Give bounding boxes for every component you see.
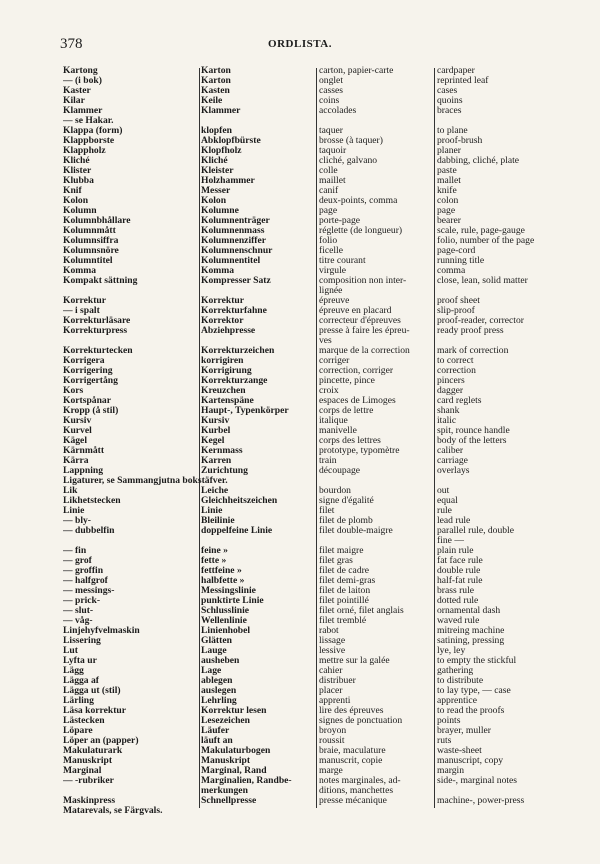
french-term: lessive bbox=[319, 646, 346, 656]
german-term: Karren bbox=[201, 456, 232, 466]
english-term: comma bbox=[437, 266, 466, 276]
german-term: Klopfholz bbox=[201, 146, 242, 156]
swedish-term: — bly- bbox=[63, 516, 91, 526]
english-term: knife bbox=[437, 186, 457, 196]
cross-reference: Matarevals, se Färgvals. bbox=[63, 805, 163, 816]
swedish-term: Korrigertång bbox=[63, 376, 118, 386]
german-term: Lage bbox=[201, 666, 222, 676]
german-term: Korrektor bbox=[201, 316, 244, 326]
french-term: cahier bbox=[319, 666, 343, 676]
swedish-term: Klister bbox=[63, 166, 92, 176]
french-term: porte-page bbox=[319, 216, 361, 226]
swedish-term: Korrekturpress bbox=[63, 326, 128, 336]
column-divider bbox=[434, 68, 435, 808]
english-term: to distribute bbox=[437, 676, 484, 686]
swedish-term: Klappborste bbox=[63, 136, 115, 146]
english-term: correction bbox=[437, 366, 476, 376]
english-term: plain rule bbox=[437, 546, 474, 556]
swedish-term: — fin bbox=[63, 546, 87, 556]
french-term: composition non inter- bbox=[319, 276, 407, 286]
english-term: to empty the stickful bbox=[437, 656, 517, 666]
french-term: corps de lettre bbox=[319, 406, 374, 416]
english-term: half-fat rule bbox=[437, 576, 483, 586]
french-term: marge bbox=[319, 766, 343, 776]
english-term: cardpaper bbox=[437, 66, 475, 76]
french-term: manuscrit, copie bbox=[319, 756, 383, 766]
french-term: folio bbox=[319, 236, 338, 246]
swedish-term: Löpare bbox=[63, 726, 93, 736]
german-term: Korrekturfahne bbox=[201, 306, 267, 316]
swedish-term: Korrekturläsare bbox=[63, 316, 131, 326]
english-term: running title bbox=[437, 256, 485, 266]
german-term: Korrektur lesen bbox=[201, 706, 267, 716]
french-term: filet de plomb bbox=[319, 516, 373, 526]
german-term: Komma bbox=[201, 266, 235, 276]
english-term: parallel rule, double bbox=[437, 526, 514, 536]
swedish-term: Korrektur bbox=[63, 296, 106, 306]
french-term: correction, corriger bbox=[319, 366, 394, 376]
english-term: points bbox=[437, 716, 461, 726]
german-term: Korrigirung bbox=[201, 366, 252, 376]
french-term: braie, maculature bbox=[319, 746, 386, 756]
swedish-term: Klappholz bbox=[63, 146, 106, 156]
swedish-term: Linjehyfvelmaskin bbox=[63, 626, 140, 636]
german-term: Linie bbox=[201, 506, 223, 516]
german-term: Kernmass bbox=[201, 446, 243, 456]
french-term: carton, papier-carte bbox=[319, 66, 394, 76]
english-term: card reglets bbox=[437, 396, 482, 406]
english-term: fat face rule bbox=[437, 556, 483, 566]
swedish-term: Kolumn bbox=[63, 206, 97, 216]
german-term: Lesezeichen bbox=[201, 716, 251, 726]
english-term: ruts bbox=[437, 736, 452, 746]
english-term: to plane bbox=[437, 126, 468, 136]
french-term: titre courant bbox=[319, 256, 366, 266]
french-term: placer bbox=[319, 686, 343, 696]
french-term: mettre sur la galée bbox=[319, 656, 390, 666]
french-term: espaces de Limoges bbox=[319, 396, 396, 406]
german-term: korrigiren bbox=[201, 356, 244, 366]
german-term: Korrekturzange bbox=[201, 376, 268, 386]
english-term: spit, rounce handle bbox=[437, 426, 510, 436]
english-term: brayer, muller bbox=[437, 726, 491, 736]
german-term: Kliché bbox=[201, 156, 228, 166]
french-term: signe d'égalité bbox=[319, 496, 374, 506]
german-term: feine » bbox=[201, 546, 228, 556]
english-term: proof sheet bbox=[437, 296, 480, 306]
swedish-term: Lissering bbox=[63, 636, 101, 646]
german-term: Holzhammer bbox=[201, 176, 255, 186]
german-term: Glätten bbox=[201, 636, 232, 646]
swedish-term: Lappning bbox=[63, 466, 104, 476]
english-term: equal bbox=[437, 496, 458, 506]
german-term: halbfette » bbox=[201, 576, 245, 586]
swedish-term: Kaster bbox=[63, 86, 91, 96]
french-term: ficelle bbox=[319, 246, 343, 256]
german-term: Kartenspäne bbox=[201, 396, 254, 406]
french-term: lire des épreuves bbox=[319, 706, 384, 716]
english-term: shank bbox=[437, 406, 460, 416]
english-term: rule bbox=[437, 506, 452, 516]
german-term: Korrekturzeichen bbox=[201, 346, 275, 356]
swedish-term: — våg- bbox=[63, 616, 93, 626]
swedish-term: Kolon bbox=[63, 196, 89, 206]
english-term: margin bbox=[437, 766, 465, 776]
english-term: dotted rule bbox=[437, 596, 479, 606]
english-term: fine — bbox=[437, 536, 464, 546]
german-term: Kompresser Satz bbox=[201, 276, 271, 286]
english-term: cases bbox=[437, 86, 458, 96]
swedish-term: Klammer bbox=[63, 106, 103, 116]
swedish-term: — prick- bbox=[63, 596, 101, 606]
german-term: Kegel bbox=[201, 436, 225, 446]
french-term: canif bbox=[319, 186, 339, 196]
swedish-term: — se Hakar. bbox=[63, 116, 114, 126]
swedish-term: Korrigering bbox=[63, 366, 113, 376]
french-term: accolades bbox=[319, 106, 357, 116]
french-term: filet gras bbox=[319, 556, 353, 566]
swedish-term: Kartong bbox=[63, 66, 98, 76]
swedish-term: — halfgrof bbox=[63, 576, 108, 586]
french-term: train bbox=[319, 456, 337, 466]
german-term: Bleilinie bbox=[201, 516, 235, 526]
english-term: out bbox=[437, 486, 450, 496]
swedish-term: Läsa korrektur bbox=[63, 706, 126, 716]
german-term: Kolumnenziffer bbox=[201, 236, 267, 246]
french-term: filet tremblé bbox=[319, 616, 367, 626]
french-term: corps des lettres bbox=[319, 436, 381, 446]
german-term: Leiche bbox=[201, 486, 229, 496]
swedish-term: Komma bbox=[63, 266, 97, 276]
swedish-term: Kärra bbox=[63, 456, 89, 466]
french-term: deux-points, comma bbox=[319, 196, 398, 206]
french-term: pincette, pince bbox=[319, 376, 375, 386]
german-term: fette » bbox=[201, 556, 227, 566]
english-term: body of the letters bbox=[437, 436, 507, 446]
french-term: page bbox=[319, 206, 338, 216]
swedish-term: Kägel bbox=[63, 436, 87, 446]
swedish-term: Kolumnsiffra bbox=[63, 236, 119, 246]
french-term: filet demi-gras bbox=[319, 576, 376, 586]
german-term: Keile bbox=[201, 96, 223, 106]
french-term: filet maigre bbox=[319, 546, 364, 556]
swedish-term: Lyfta ur bbox=[63, 656, 97, 666]
english-term: waste-sheet bbox=[437, 746, 482, 756]
french-term: taquer bbox=[319, 126, 343, 136]
swedish-term: Lärling bbox=[63, 696, 94, 706]
french-term: casses bbox=[319, 86, 343, 96]
page-header bbox=[60, 36, 540, 56]
swedish-term: Klubba bbox=[63, 176, 94, 186]
swedish-term: — slut- bbox=[63, 606, 94, 616]
swedish-term: — dubbelfin bbox=[63, 526, 115, 536]
german-term: Kolumnenmass bbox=[201, 226, 265, 236]
french-term: roussit bbox=[319, 736, 345, 746]
french-term: apprenti bbox=[319, 696, 351, 706]
german-term: Messer bbox=[201, 186, 231, 196]
german-term: Kasten bbox=[201, 86, 230, 96]
english-term: satining, pressing bbox=[437, 636, 505, 646]
french-term: épreuve bbox=[319, 296, 350, 306]
english-term: slip-proof bbox=[437, 306, 475, 316]
swedish-term: Kropp (å stil) bbox=[63, 406, 119, 416]
german-term: ablegen bbox=[201, 676, 233, 686]
swedish-term: Kursiv bbox=[63, 416, 92, 426]
english-term: colon bbox=[437, 196, 459, 206]
english-term: machine-, power-press bbox=[437, 796, 525, 806]
english-term: mitreing machine bbox=[437, 626, 505, 636]
german-term: Korrektur bbox=[201, 296, 244, 306]
french-term: taquoir bbox=[319, 146, 347, 156]
french-term: prototype, typomètre bbox=[319, 446, 400, 456]
french-term: maillet bbox=[319, 176, 346, 186]
english-term: brass rule bbox=[437, 586, 475, 596]
german-term: Kreuzchen bbox=[201, 386, 246, 396]
german-term: Zurichtung bbox=[201, 466, 248, 476]
english-term: lead rule bbox=[437, 516, 471, 526]
french-term: notes marginales, ad- bbox=[319, 776, 401, 786]
german-term: merkungen bbox=[201, 786, 248, 796]
german-term: Kolumne bbox=[201, 206, 239, 216]
german-term: Kolon bbox=[201, 196, 227, 206]
german-term: Kolumnenträger bbox=[201, 216, 270, 226]
english-term: carriage bbox=[437, 456, 468, 466]
german-term: Makulaturbogen bbox=[201, 746, 271, 756]
swedish-term: Kortspånar bbox=[63, 396, 111, 406]
french-term: italique bbox=[319, 416, 348, 426]
french-term: filet double-maigre bbox=[319, 526, 393, 536]
english-term: italic bbox=[437, 416, 457, 426]
german-term: Marginal, Rand bbox=[201, 766, 267, 776]
french-term: épreuve en placard bbox=[319, 306, 392, 316]
english-term: overlays bbox=[437, 466, 470, 476]
swedish-term: Marginal bbox=[63, 766, 102, 776]
english-term: manuscript, copy bbox=[437, 756, 504, 766]
swedish-term: Lik bbox=[63, 486, 78, 496]
french-term: onglet bbox=[319, 76, 343, 86]
french-term: colle bbox=[319, 166, 338, 176]
german-term: Abziehpresse bbox=[201, 326, 256, 336]
french-term: découpage bbox=[319, 466, 361, 476]
french-term: broyon bbox=[319, 726, 347, 736]
english-term: reprinted leaf bbox=[437, 76, 489, 86]
swedish-term: Linie bbox=[63, 506, 85, 516]
german-term: Karton bbox=[201, 66, 231, 76]
swedish-term: Kolumntitel bbox=[63, 256, 113, 266]
german-term: Linienhobel bbox=[201, 626, 251, 636]
german-term: doppelfeine Linie bbox=[201, 526, 273, 536]
french-term: lissage bbox=[319, 636, 346, 646]
swedish-term: — grof bbox=[63, 556, 92, 566]
swedish-term: Kolumnsnöre bbox=[63, 246, 119, 256]
swedish-term: — messings- bbox=[63, 586, 115, 596]
english-term: braces bbox=[437, 106, 462, 116]
english-term: to correct bbox=[437, 356, 474, 366]
swedish-term: Korrigera bbox=[63, 356, 105, 366]
german-term: Läufer bbox=[201, 726, 230, 736]
german-term: Schlusslinie bbox=[201, 606, 249, 616]
english-term: quoins bbox=[437, 96, 463, 106]
german-term: Kurbel bbox=[201, 426, 231, 436]
french-term: lignée bbox=[319, 286, 343, 296]
french-term: brosse (à taquer) bbox=[319, 136, 383, 146]
glossary-table bbox=[61, 66, 576, 846]
french-term: croix bbox=[319, 386, 339, 396]
french-term: distribuer bbox=[319, 676, 356, 686]
swedish-term: Makulaturark bbox=[63, 746, 123, 756]
english-term: side-, marginal notes bbox=[437, 776, 518, 786]
swedish-term: Korrekturtecken bbox=[63, 346, 133, 356]
german-term: Lauge bbox=[201, 646, 227, 656]
french-term: correcteur d'épreuves bbox=[319, 316, 401, 326]
english-term: page-cord bbox=[437, 246, 476, 256]
english-term: double rule bbox=[437, 566, 481, 576]
swedish-term: Löper an (papper) bbox=[63, 736, 139, 746]
english-term: lye, ley bbox=[437, 646, 466, 656]
french-term: filet bbox=[319, 506, 335, 516]
german-term: ausheben bbox=[201, 656, 240, 666]
french-term: filet de cadre bbox=[319, 566, 370, 576]
english-term: planer bbox=[437, 146, 461, 156]
german-term: Marginalien, Randbe- bbox=[201, 776, 292, 786]
swedish-term: — i spalt bbox=[63, 306, 100, 316]
swedish-term: Kurvel bbox=[63, 426, 92, 436]
english-term: ready proof press bbox=[437, 326, 504, 336]
swedish-term: Lägga ut (stil) bbox=[63, 686, 121, 696]
english-term: ornamental dash bbox=[437, 606, 501, 616]
swedish-term: Knif bbox=[63, 186, 82, 196]
column-divider bbox=[199, 68, 200, 808]
french-term: filet orné, filet anglais bbox=[319, 606, 404, 616]
german-term: Kolumnentitel bbox=[201, 256, 261, 266]
english-term: proof-brush bbox=[437, 136, 483, 146]
english-term: folio, number of the page bbox=[437, 236, 535, 246]
german-term: punktirte Linie bbox=[201, 596, 264, 606]
german-term: läuft an bbox=[201, 736, 233, 746]
french-term: corriger bbox=[319, 356, 350, 366]
english-term: caliber bbox=[437, 446, 464, 456]
english-term: mark of correction bbox=[437, 346, 509, 356]
english-term: pincers bbox=[437, 376, 465, 386]
german-term: Gleichheitszeichen bbox=[201, 496, 278, 506]
swedish-term: Klappa (form) bbox=[63, 126, 123, 136]
french-term: réglette (de longueur) bbox=[319, 226, 403, 236]
swedish-term: — groffin bbox=[63, 566, 104, 576]
english-term: dagger bbox=[437, 386, 464, 396]
swedish-term: Kors bbox=[63, 386, 84, 396]
swedish-term: Kolumnmått bbox=[63, 226, 116, 236]
english-term: proof-reader, corrector bbox=[437, 316, 524, 326]
english-term: to lay type, — case bbox=[437, 686, 511, 696]
german-term: Karton bbox=[201, 76, 231, 86]
swedish-term: — (i bok) bbox=[63, 76, 102, 86]
german-term: fettfeine » bbox=[201, 566, 242, 576]
french-term: virgule bbox=[319, 266, 347, 276]
swedish-term: — -rubriker bbox=[63, 776, 114, 786]
english-term: to read the proofs bbox=[437, 706, 505, 716]
french-term: filet pointillé bbox=[319, 596, 369, 606]
german-term: Messingslinie bbox=[201, 586, 256, 596]
german-term: Wellenlinie bbox=[201, 616, 247, 626]
swedish-term: Kilar bbox=[63, 96, 85, 106]
french-term: manivelle bbox=[319, 426, 357, 436]
english-term: bearer bbox=[437, 216, 461, 226]
german-term: Lehrling bbox=[201, 696, 237, 706]
german-term: Manuskript bbox=[201, 756, 251, 766]
page-title: ORDLISTA. bbox=[268, 38, 332, 50]
english-term: page bbox=[437, 206, 456, 216]
german-term: Kursiv bbox=[201, 416, 230, 426]
french-term: ves bbox=[319, 336, 332, 346]
page-number: 378 bbox=[60, 36, 83, 52]
swedish-term: Lägga af bbox=[63, 676, 99, 686]
french-term: bourdon bbox=[319, 486, 351, 496]
german-term: Schnellpresse bbox=[201, 796, 257, 806]
english-term: close, lean, solid matter bbox=[437, 276, 528, 286]
german-term: Kleister bbox=[201, 166, 234, 176]
english-term: paste bbox=[437, 166, 457, 176]
german-term: Klammer bbox=[201, 106, 241, 116]
swedish-term: Lut bbox=[63, 646, 78, 656]
german-term: Haupt-, Typenkörper bbox=[201, 406, 289, 416]
english-term: apprentice bbox=[437, 696, 477, 706]
english-term: dabbing, cliché, plate bbox=[437, 156, 520, 166]
german-term: auslegen bbox=[201, 686, 237, 696]
french-term: rabot bbox=[319, 626, 339, 636]
english-term: mallet bbox=[437, 176, 461, 186]
french-term: presse à faire les épreu- bbox=[319, 326, 410, 336]
french-term: coins bbox=[319, 96, 340, 106]
cross-reference: Ligaturer, se Sammangjutna bokstäfver. bbox=[63, 475, 228, 486]
english-term: scale, rule, page-gauge bbox=[437, 226, 525, 236]
swedish-term: Kompakt sättning bbox=[63, 276, 138, 286]
french-term: presse mécanique bbox=[319, 796, 387, 806]
swedish-term: Kärnmått bbox=[63, 446, 105, 456]
german-term: klopfen bbox=[201, 126, 232, 136]
swedish-term: Kolumnbhållare bbox=[63, 216, 131, 226]
french-term: filet de laiton bbox=[319, 586, 371, 596]
french-term: ditions, manchettes bbox=[319, 786, 394, 796]
swedish-term: Manuskript bbox=[63, 756, 113, 766]
swedish-term: Lästecken bbox=[63, 716, 105, 726]
french-term: marque de la correction bbox=[319, 346, 410, 356]
english-term: gathering bbox=[437, 666, 474, 676]
german-term: Abklopfbürste bbox=[201, 136, 261, 146]
swedish-term: Likhetstecken bbox=[63, 496, 121, 506]
english-term: waved rule bbox=[437, 616, 480, 626]
french-term: signes de ponctuation bbox=[319, 716, 403, 726]
swedish-term: Kliché bbox=[63, 156, 90, 166]
swedish-term: Maskinpress bbox=[63, 796, 116, 806]
german-term: Kolumnenschnur bbox=[201, 246, 273, 256]
swedish-term: Lägg bbox=[63, 666, 84, 676]
french-term: cliché, galvano bbox=[319, 156, 378, 166]
